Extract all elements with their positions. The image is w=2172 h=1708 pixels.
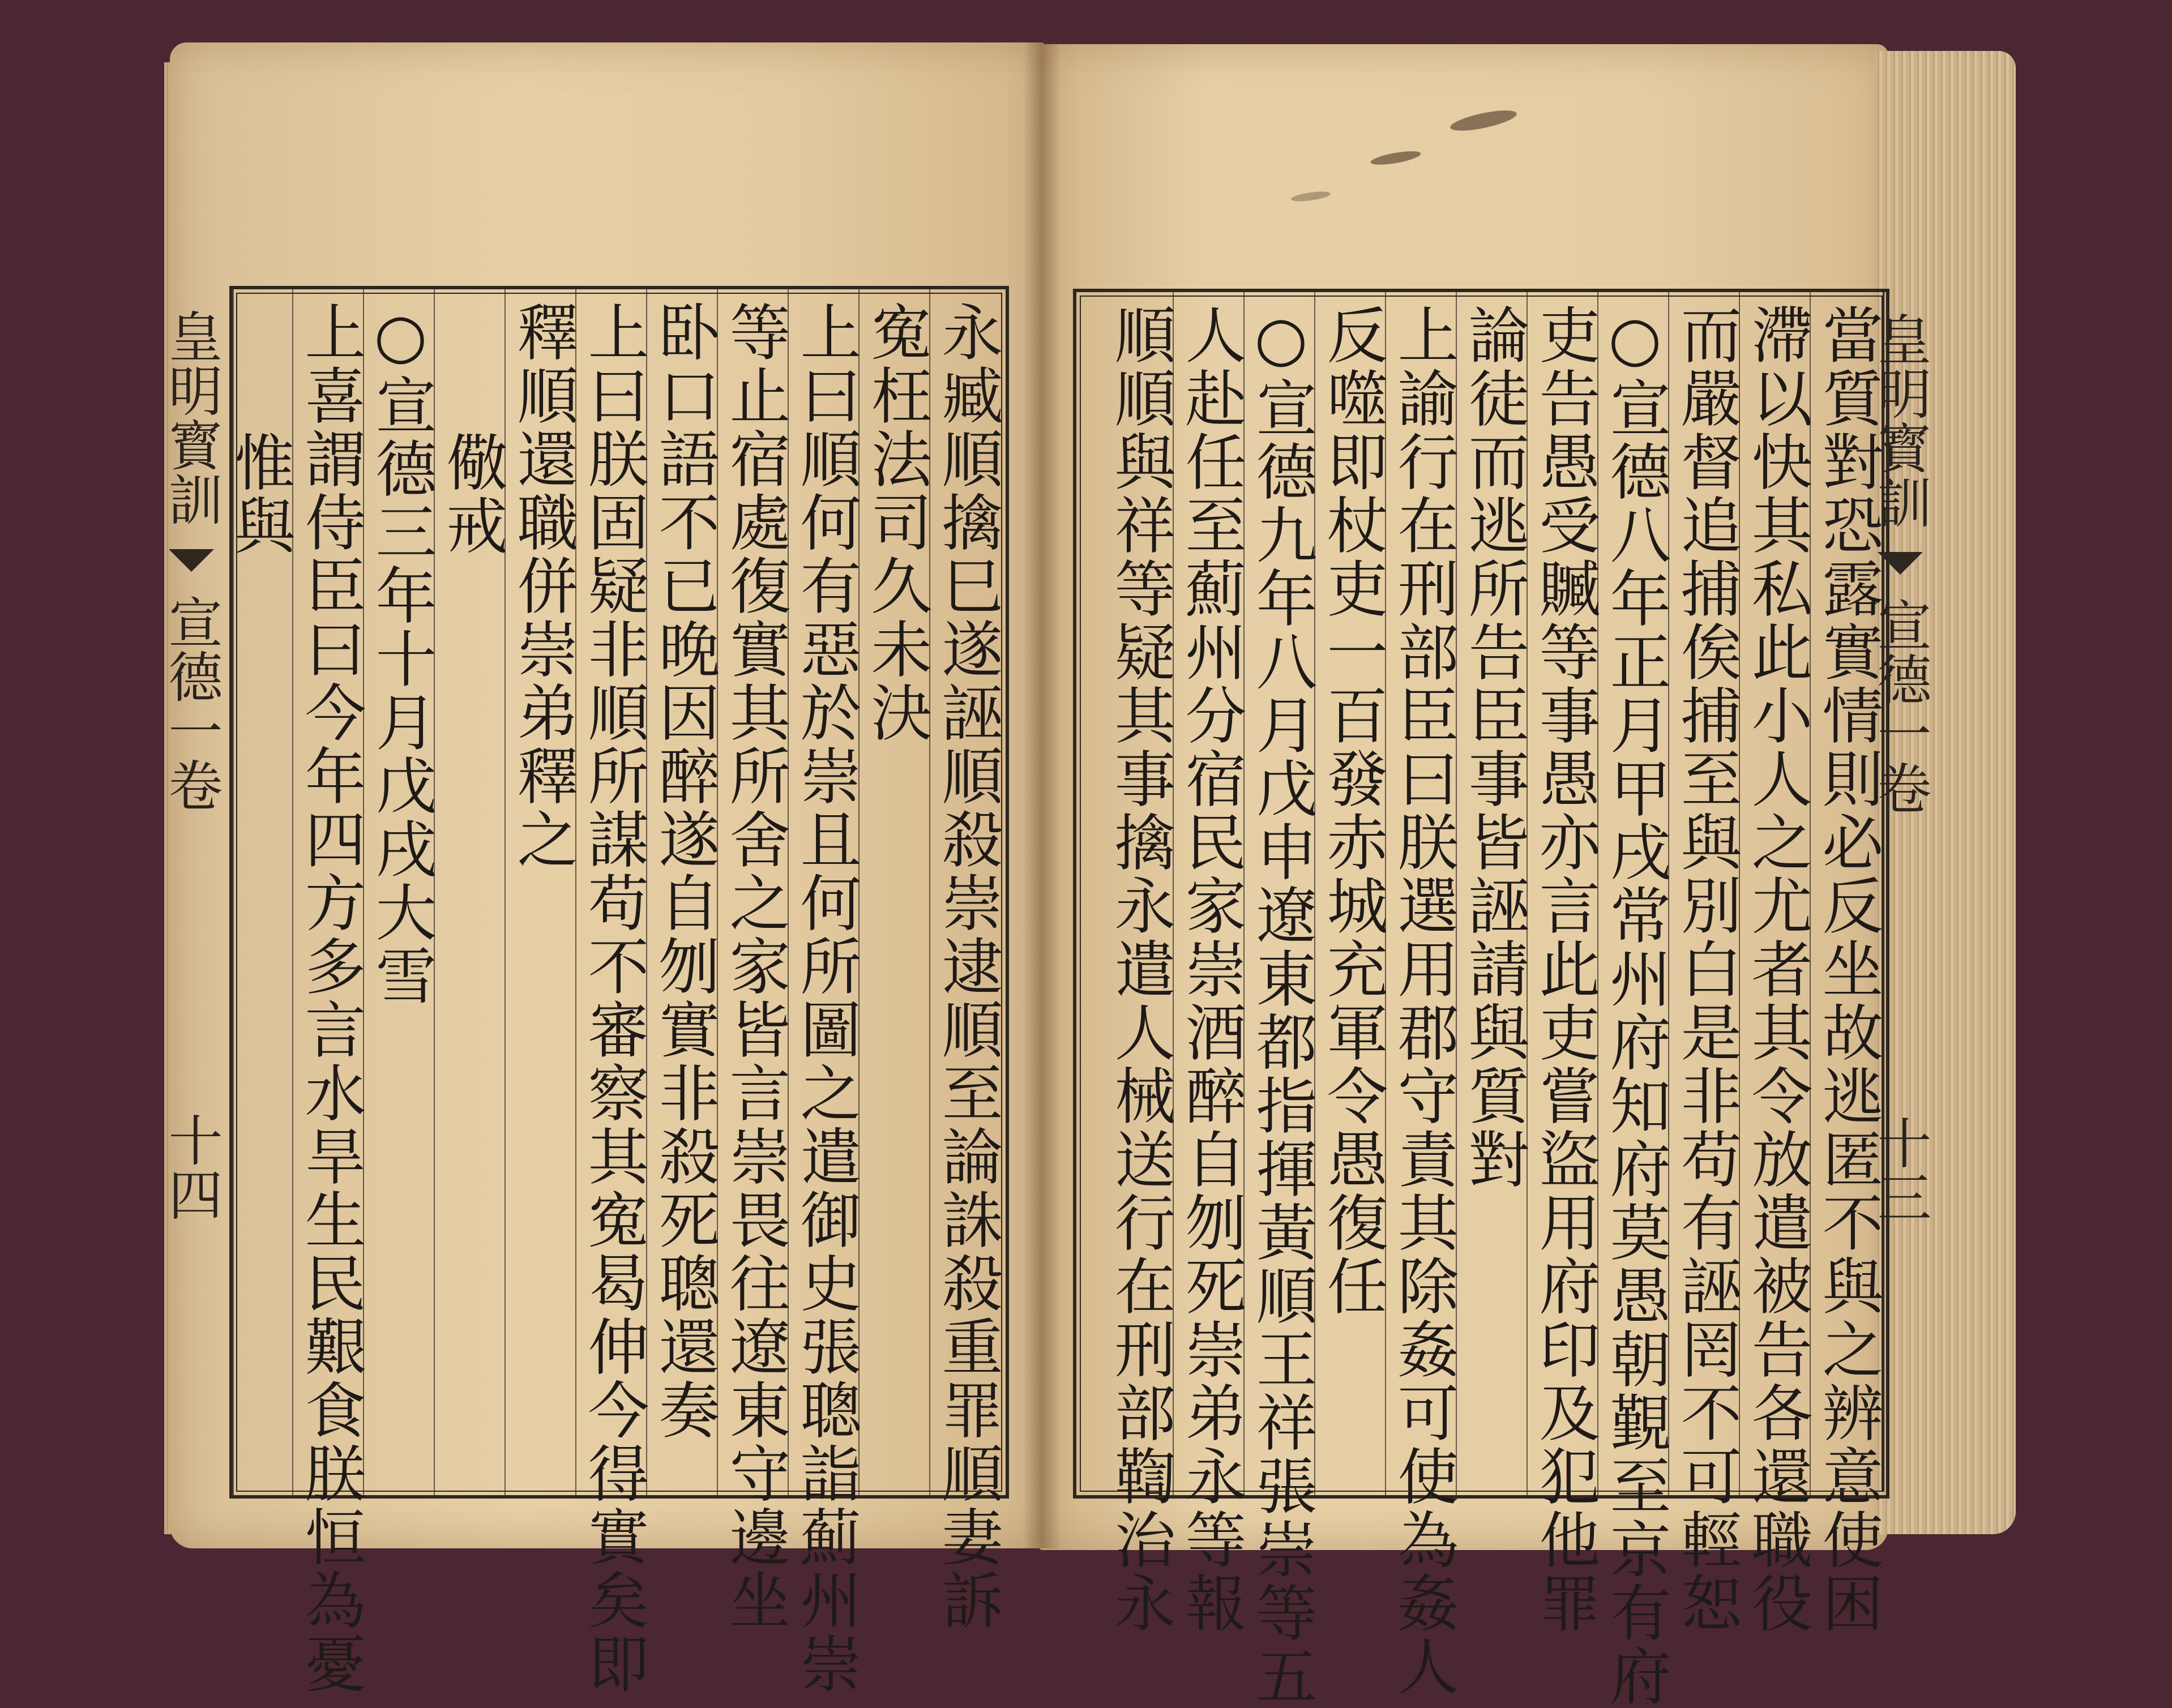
text-column: 儆戒 <box>434 289 504 1495</box>
fish-tail-mark <box>1878 552 1923 575</box>
margin-book-title: 皇明寳訓 <box>160 309 223 526</box>
text-column: 上曰朕固疑非順所謀苟不審察其寃曷伸今得實矣即 <box>575 289 646 1495</box>
text-column: 上喜謂侍臣曰今年四方多言水旱生民艱食朕恒為憂 <box>292 289 363 1495</box>
text-column: ○宣德三年十月戊戌大雪 <box>363 289 434 1495</box>
text-column: 反噬即杖吏一百發赤城充軍令愚復任 <box>1314 292 1385 1495</box>
left-text-block <box>224 286 1009 1696</box>
margin-volume-title: 宣德一卷 <box>160 594 223 812</box>
text-column: 順順與祥等疑其事擒永遣人械送行在刑部鞫治永 <box>1104 303 1175 1635</box>
text-column: 當質對恐露實情則必反坐故逃匿不與之辨意使困 <box>1810 292 1880 1495</box>
fish-tail-mark <box>169 549 214 572</box>
margin-volume-title: 宣德一卷 <box>1869 597 1932 815</box>
right-text-block <box>1073 289 1889 1708</box>
text-column: 釋順還職併崇弟釋之 <box>504 289 575 1495</box>
margin-folio-number: 十四 <box>160 1112 223 1221</box>
text-column: 惟與 <box>233 289 292 1495</box>
text-column: 論徒而逃所告臣事皆誣請與質對 <box>1456 292 1527 1495</box>
text-column: ○宣德八年正月甲戌常州府知府莫愚朝覲至京有府 <box>1597 292 1668 1495</box>
text-column: 人赴任至薊州分宿民家崇酒醉自刎死崇弟永等報 <box>1173 292 1243 1495</box>
text-column: 寃枉法司久未決 <box>858 289 929 1495</box>
margin-folio-number: 十三 <box>1869 1115 1932 1224</box>
text-column: 等止宿處復實其所舍之家皆言崇畏往遼東守邊坐 <box>717 289 788 1495</box>
right-page-margin <box>1869 289 1939 1492</box>
text-column: 吏告愚受贓等事愚亦言此吏嘗盜用府印及犯他罪 <box>1527 292 1597 1495</box>
text-column: 滯以快其私此小人之尤者其令放遣被告各還職役 <box>1739 292 1810 1495</box>
book-gutter <box>1025 42 1059 1548</box>
text-column: 永臧順擒巳遂誣順殺崇逮順至論誅殺重罪順妻訴 <box>929 289 1000 1495</box>
margin-book-title: 皇明寳訓 <box>1869 311 1932 529</box>
text-column: 上諭行在刑部臣曰朕選用郡守責其除姦可使為姦人 <box>1385 292 1456 1495</box>
text-column: ○宣德九年八月戊申遼東都指揮黃順王祥張崇等五 <box>1243 292 1314 1495</box>
text-column: 上曰順何有惡於崇且何所圖之遣御史張聰詣薊州崇 <box>788 289 858 1495</box>
text-column: 而嚴督追捕俟捕至與別白是非苟有誣罔不可輕恕 <box>1668 292 1739 1495</box>
text-column: 卧口語不已晚因醉遂自刎實非殺死聰還奏 <box>646 289 717 1495</box>
left-page-margin <box>160 286 232 1492</box>
